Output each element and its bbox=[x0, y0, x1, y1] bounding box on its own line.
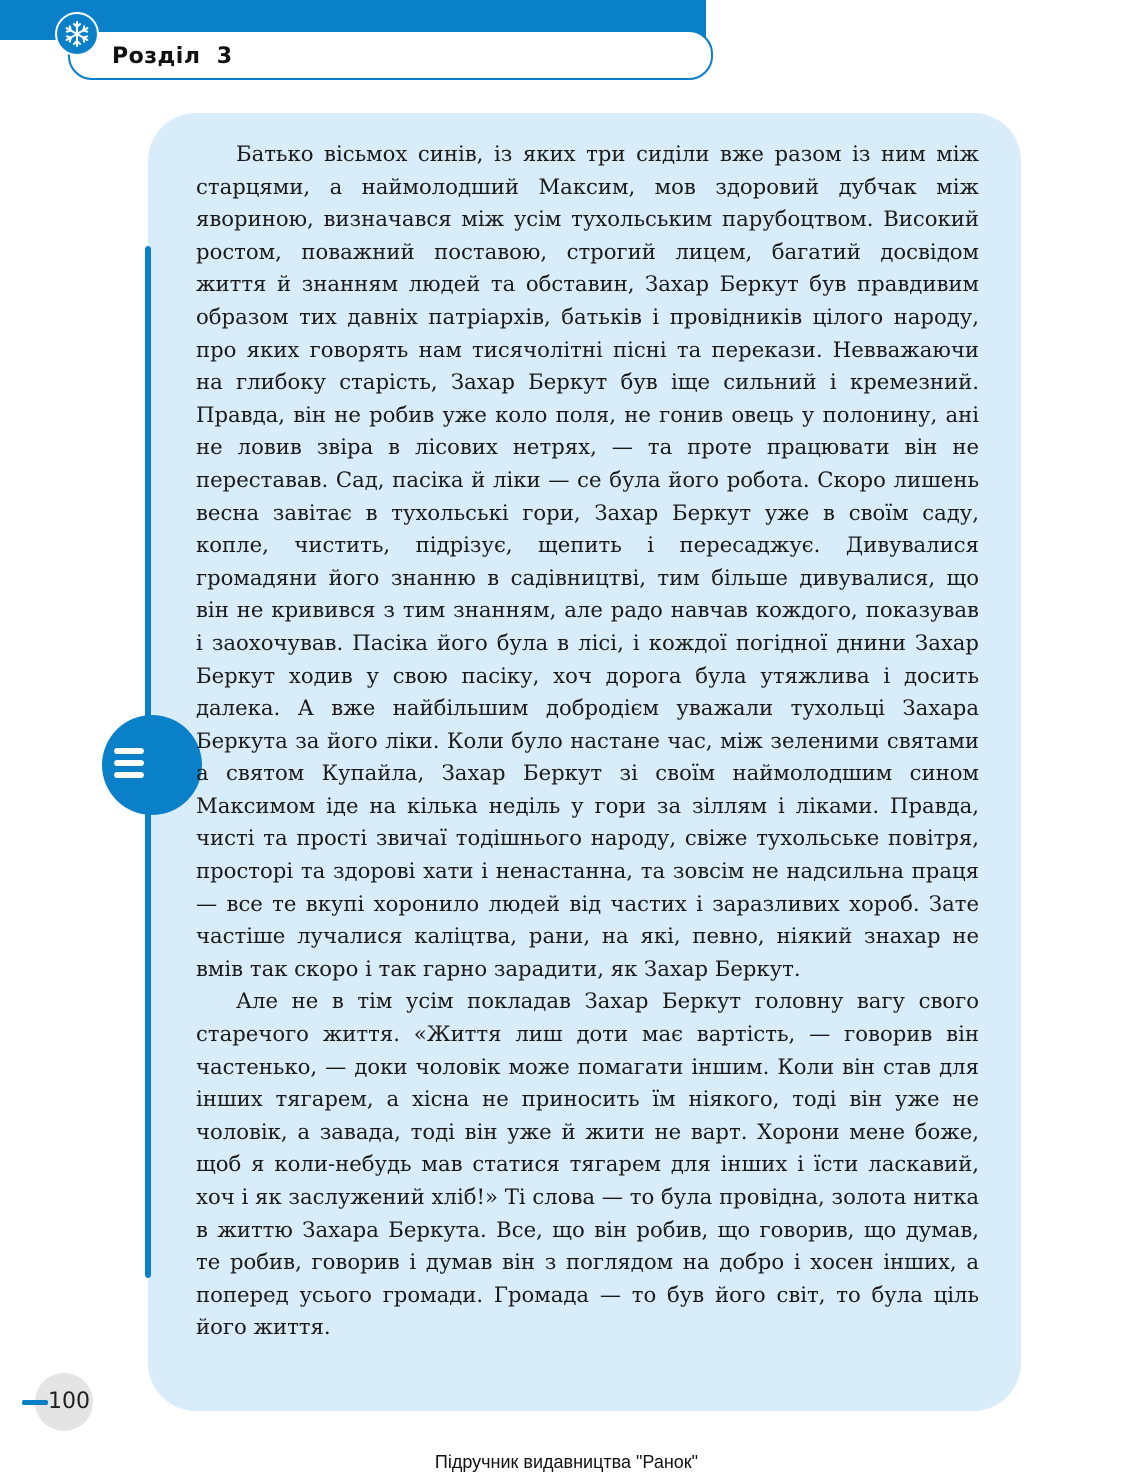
paragraph: Але не в тім усім покладав Захар Беркут головну вагу свого старечого життя. «Життя лиш доти має вартість, — говорив він частенько, — доки чоловік може помагати іншим. Коли він став для інших тягарем, а хісна не приносить їм ніякого, тоді він уже не чоловік, а завада, тоді він уже й жити не варт. Хорони мене боже, щоб я коли-небудь мав статися тягарем для інших і їсти ласкавий, хоч і як заслужений хліб!» Ті слова — то була провідна, золота нитка в життю Захара Беркута. Все, що він робив, що говорив, що думав, те робив, говорив і думав він з поглядом на добро і хосен інших, а поперед усього громади. Громада — то був його світ, то була ціль його життя. bbox=[196, 988, 979, 1340]
footer-publisher: Підручник видавництва "Ранок" bbox=[434, 1452, 699, 1472]
text-body bbox=[196, 138, 979, 1344]
section-title: Розділ 3 bbox=[112, 44, 233, 69]
snowflake-icon bbox=[55, 12, 99, 56]
page-number-dash bbox=[22, 1400, 48, 1405]
paragraph: Батько вісьмох синів, із яких три сиділи вже разом із ним між старцями, а наймолодший Максим, мов здоровий дубчак між явориною, визначався між усім тухольським парубоцтвом. Високий ростом, поважний поставою, строгий лицем, багатий досвідом життя й знанням людей та обставин, Захар Беркут був правдивим образом тих давніх патріархів, батьків і провідників цілого народу, про яких говорять нам тисячолітні пісні та перекази. Невважаючи на глибоку старість, Захар Беркут був іще сильний і кремезний. Правда, він не робив уже коло поля, не гонив овець у полонину, ані не ловив звіра в лісових нетрях, — та проте працювати він не переставав. Сад, пасіка й ліки — се була його робота. Скоро лишень весна завітає в тухольські гори, Захар Беркут уже в своїм саду, копле, чистить, підрізує, щепить і пересаджує. Дивувалися громадяни його знанню в садівництві, тим більше дивувалися, що він не кривився з тим знанням, але радо навчав кождого, показував і заохочував. Пасіка його була в лісі, і кождої погідної днини Захар Беркут ходив у свою пасіку, хоч дорога була утяжлива і досить далека. А вже найбільшим добродієм уважали тухольці Захара Беркута за його ліки. Коли було настане час, між зеленими святами а святом Купайла, Захар Беркут зі своїм наймолодшим сином Максимом іде на кілька неділь у гори за зіллям і ліками. Правда, чисті та прості звичаї тодішнього народу, свіже тухольське повітря, просторі та здорові хати і ненастанна, та зовсім не надсильна праця — все те вкупі хоронило людей від частих і заразливих хороб. Зате частіше лучалися каліцтва, рани, на які, певно, ніякий знахар не вмів так скоро і так гарно зарадити, як Захар Беркут. bbox=[196, 141, 979, 981]
menu-icon[interactable] bbox=[114, 748, 146, 782]
page-number: 100 bbox=[48, 1389, 90, 1414]
